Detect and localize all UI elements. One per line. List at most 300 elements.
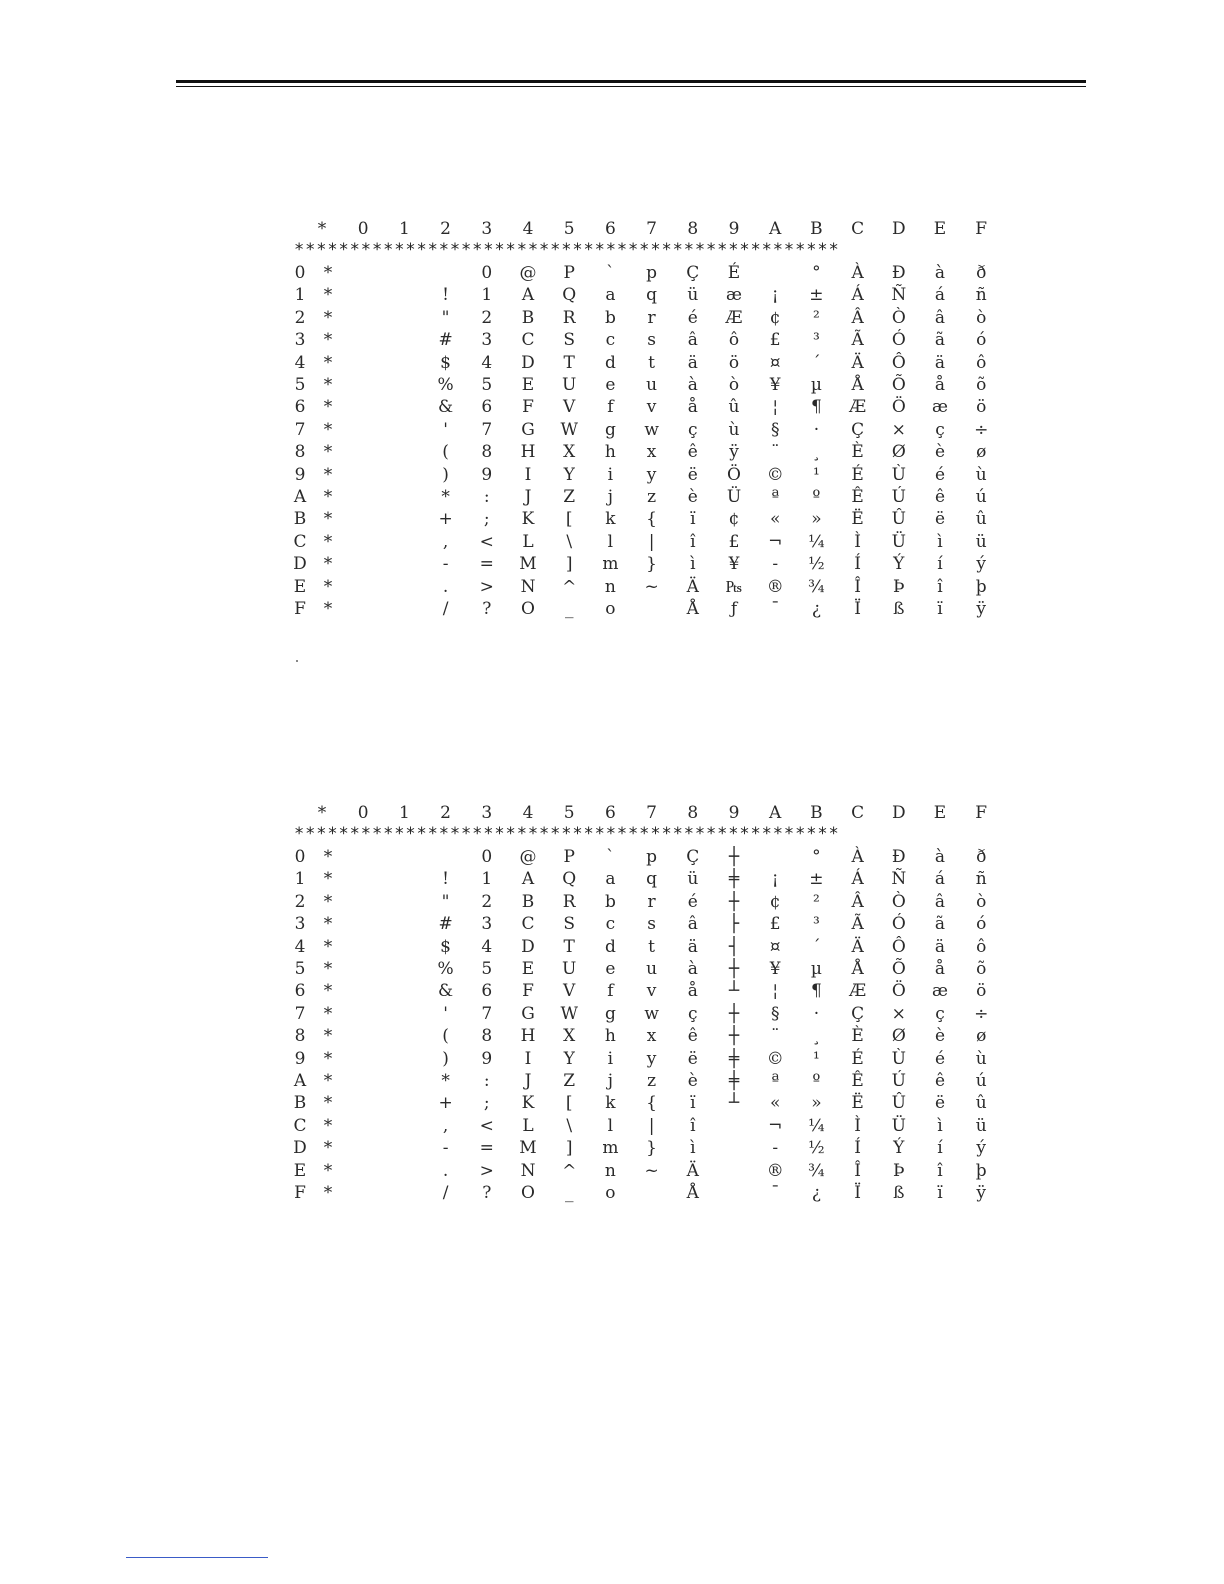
character-cell: k [605,509,616,530]
character-cell: ┼ [728,891,740,912]
character-cell: Ô [891,936,906,957]
row-star: * [323,397,333,418]
row-star: * [323,1183,333,1203]
character-cell: = [479,1138,494,1159]
character-cell: Ç [686,263,700,283]
character-cell: ┴ [728,981,740,1002]
row-label: 4 [294,936,306,957]
character-cell: d [604,936,616,957]
column-header: 5 [563,219,575,239]
character-cell: c [605,914,616,935]
row-label: 0 [294,847,306,867]
character-cell: m [602,554,619,575]
character-cell: ® [766,1160,784,1181]
column-header: * [317,803,327,823]
character-cell: C [521,330,535,351]
character-cell: ì [690,1138,696,1159]
row-label: D [293,1138,307,1159]
character-cell: \ [566,531,573,552]
character-cell: 2 [481,891,493,912]
asterisk-separator: ************************************************* [294,824,840,844]
row-star: * [323,1048,333,1069]
character-cell: î [690,531,696,552]
row-star: * [323,981,333,1002]
character-cell: » [811,1093,822,1114]
column-header: 0 [357,219,369,239]
character-cell: ä [687,352,698,373]
character-cell: b [604,891,616,912]
character-cell: ç [688,419,698,440]
character-cell: µ [810,959,822,979]
character-cell: Ú [891,1071,906,1091]
character-cell: ! [442,869,450,890]
character-cell: ¦ [772,981,779,1002]
character-cell: > [479,1160,494,1181]
character-cell: Ö [727,464,741,485]
character-cell: : [483,1071,490,1091]
column-header: C [851,803,865,823]
character-cell: Î [854,576,861,597]
character-cell: 0 [481,263,493,283]
character-cell: ù [975,1048,987,1069]
column-header: 4 [522,803,534,823]
character-cell: ¾ [808,576,825,597]
character-cell: ( [442,442,449,463]
character-cell: { [646,1093,657,1114]
column-header: 9 [728,219,740,239]
character-cell: 8 [481,1026,493,1047]
character-cell: â [934,307,946,328]
character-cell: ö [976,397,987,418]
column-header: B [810,803,823,823]
character-cell: 3 [481,330,493,351]
character-cell: ₧ [725,576,743,597]
character-cell: & [438,397,454,418]
character-cell: R [562,307,576,328]
character-cell: f [607,981,614,1002]
row-star: * [323,307,333,328]
character-cell: ^ [562,576,577,597]
row-label: 7 [294,1003,306,1024]
character-cell: V [563,397,576,418]
character-cell: s [647,330,656,351]
character-cell: T [563,352,575,373]
character-cell: ä [934,352,946,373]
character-cell: I [524,1048,532,1069]
row-star: * [323,487,333,507]
character-cell: I [524,464,532,485]
character-cell: Ô [891,352,906,373]
character-cell: = [479,554,494,575]
character-cell: Ñ [891,285,907,306]
character-cell: ¬ [768,1115,783,1136]
row-label: 8 [294,442,306,463]
character-cell: £ [769,330,781,351]
character-cell: å [687,981,698,1002]
character-cell: v [646,981,657,1002]
row-label: A [293,487,307,507]
character-cell: , [442,531,449,552]
character-cell: ┴ [728,1093,740,1114]
character-cell: % [437,959,454,979]
column-header: F [975,803,988,823]
character-cell: ì [690,554,696,575]
character-cell: J [524,1071,532,1091]
character-cell: { [646,509,657,530]
row-label: 6 [294,981,306,1002]
character-cell: â [934,891,946,912]
character-cell: ´ [812,352,821,373]
character-cell: l [607,1115,614,1136]
character-cell: Ó [891,330,906,351]
character-cell: 8 [481,442,493,463]
character-cell: Ö [891,981,906,1002]
character-cell: ( [442,1026,449,1047]
character-cell: ü [975,1115,987,1136]
character-cell: ├ [728,914,740,935]
character-cell: ë [934,1093,946,1114]
header-rule [176,80,1086,83]
character-cell: - [772,1138,779,1159]
character-cell: Ü [891,531,906,552]
character-cell: z [647,1071,657,1091]
character-cell: h [604,442,616,463]
character-cell: y [646,464,657,485]
character-cell: Å [686,599,699,619]
character-cell: á [934,869,946,890]
column-header: 8 [687,803,699,823]
character-cell: g [604,1003,616,1024]
character-cell: ¾ [808,1160,825,1181]
row-label: 9 [294,1048,306,1069]
character-cell: õ [976,959,987,979]
character-cell: ¢ [728,509,740,530]
character-cell: º [812,487,821,507]
column-header: E [933,803,947,823]
character-cell: ï [690,1093,696,1114]
character-cell: Å [851,959,864,979]
character-cell: u [646,375,658,395]
character-cell: è [687,487,698,507]
character-cell: ñ [975,285,987,306]
character-cell: × [891,419,906,440]
character-cell: 1 [481,285,493,306]
character-cell: ² [812,891,820,912]
character-cell: Ä [686,576,699,597]
character-cell: ┼ [728,1026,740,1047]
character-cell: ╪ [728,1071,740,1091]
character-cell: j [607,1071,614,1091]
character-cell: Ì [854,531,861,552]
column-header: 6 [604,219,616,239]
character-cell: ½ [808,554,825,575]
character-cell: í [937,554,943,575]
header-rule-thin [176,86,1086,87]
character-cell: ò [976,307,987,328]
character-cell: ó [976,914,987,935]
character-cell: Â [851,307,864,328]
character-cell: Ö [891,397,906,418]
character-cell: Ð [891,263,906,283]
character-cell: o [605,1183,616,1203]
character-cell: § [770,1003,780,1024]
column-header: C [851,219,865,239]
character-cell: ƒ [730,599,738,619]
character-cell: Á [851,285,864,306]
character-cell: Ï [854,599,861,619]
character-cell: 4 [481,352,493,373]
character-cell: ¯ [770,599,780,619]
character-cell: ` [606,263,615,283]
character-cell: U [562,959,577,979]
character-cell: B [521,307,535,328]
character-cell: Ó [891,914,906,935]
character-cell: ç [935,1003,945,1024]
character-cell: 6 [481,397,493,418]
character-cell: ¨ [770,1026,780,1047]
character-cell: é [687,891,698,912]
character-cell: [ [565,1093,573,1114]
character-cell: Å [851,375,864,395]
character-cell: D [521,936,535,957]
character-cell: ┤ [728,936,740,957]
character-cell: & [438,981,454,1002]
row-star: * [323,1071,333,1091]
character-cell: j [607,487,614,507]
character-cell: Ê [851,1071,864,1091]
character-cell: P [563,263,575,283]
character-cell: Ç [686,847,700,867]
character-cell: ÷ [974,1003,989,1024]
character-cell: ~ [644,1160,659,1181]
character-cell: E [521,375,535,395]
row-star: * [323,576,333,597]
character-cell: ô [976,936,987,957]
character-cell: » [811,509,822,530]
character-cell: 1 [481,869,493,890]
character-cell: ³ [812,914,820,935]
character-cell: S [563,330,576,351]
character-cell: } [646,554,657,575]
character-cell: l [607,531,614,552]
character-cell: @ [519,263,537,283]
character-cell: _ [564,1183,574,1203]
character-cell: ? [482,1183,492,1203]
character-cell: ´ [812,936,821,957]
character-cell: R [562,891,576,912]
footer-rule [126,1557,268,1558]
scan-speck [296,660,298,662]
character-cell: > [479,576,494,597]
character-cell: ¥ [769,959,781,979]
character-cell: © [766,464,784,485]
character-cell: É [851,464,864,485]
character-cell: Ä [851,352,864,373]
character-cell: Á [851,869,864,890]
character-cell: ÿ [976,599,986,619]
character-cell: ù [975,464,987,485]
character-cell: ^ [562,1160,577,1181]
column-header: 7 [646,803,657,823]
character-cell: v [646,397,657,418]
character-cell: B [521,891,535,912]
character-cell: ¹ [812,464,820,485]
character-cell: Ù [891,1048,906,1069]
row-label: E [293,576,307,597]
character-cell: ¸ [812,442,821,463]
row-label: 2 [294,307,306,328]
asterisk-separator: ************************************************* [294,240,840,260]
character-cell: ì [937,531,943,552]
character-cell: ° [812,847,821,867]
character-cell: Ò [891,307,906,328]
row-star: * [323,419,333,440]
character-cell: ð [976,263,987,283]
character-cell: « [769,1093,781,1114]
character-cell: ö [728,352,740,373]
character-cell: è [934,1026,946,1047]
row-label: 5 [294,959,306,979]
character-cell: ¶ [810,981,822,1002]
row-star: * [323,1003,333,1024]
character-cell: e [605,375,616,395]
character-cell: 9 [481,464,493,485]
character-cell: , [442,1115,449,1136]
character-cell: ¡ [771,869,779,890]
character-cell: á [934,285,946,306]
character-cell: þ [975,576,987,597]
character-cell: - [772,554,779,575]
character-cell: Ê [851,487,864,507]
character-cell: i [607,464,614,485]
character-cell: ~ [644,576,659,597]
character-cell: ÿ [729,442,739,463]
character-cell: a [605,869,616,890]
character-cell: s [647,914,656,935]
character-cell: Þ [893,576,905,597]
character-cell: © [766,1048,784,1069]
character-cell: ë [687,464,698,485]
character-cell: K [521,509,535,530]
row-label: 2 [294,891,306,912]
character-cell: è [934,442,946,463]
character-cell: ¿ [811,599,821,619]
character-cell: È [851,442,864,463]
character-cell: É [727,263,741,283]
character-cell: + [438,1093,453,1114]
character-cell: / [442,599,449,619]
character-cell: f [607,397,614,418]
column-header: B [810,219,823,239]
character-cell: ] [565,1138,573,1159]
character-cell: ¨ [770,442,780,463]
character-cell: ¯ [770,1183,780,1203]
character-cell: ó [976,330,987,351]
character-cell: Þ [893,1160,905,1181]
character-cell: _ [564,599,574,619]
character-cell: r [647,307,656,328]
character-cell: p [646,847,658,867]
character-cell: e [605,959,616,979]
character-cell: Û [891,509,906,530]
character-cell: å [934,959,946,979]
character-cell: å [934,375,946,395]
character-cell: Ð [891,847,906,867]
character-cell: ! [442,285,450,306]
character-cell: ┼ [728,847,740,867]
character-cell: ┼ [728,959,740,979]
character-cell: ç [688,1003,698,1024]
character-cell: ╪ [728,1048,740,1069]
character-cell: Ä [686,1160,699,1181]
character-cell: à [934,847,946,867]
column-header: D [891,803,906,823]
character-cell: L [522,1115,534,1136]
character-cell: ] [565,554,573,575]
character-cell: ò [728,375,740,395]
row-label: D [293,554,307,575]
character-cell: à [934,263,946,283]
character-cell: - [442,1138,449,1159]
character-cell: Ú [891,487,906,507]
character-cell: â [687,914,698,935]
character-cell: c [605,330,616,351]
character-cell: Y [563,1048,575,1069]
column-header: 3 [481,803,493,823]
character-cell: ╪ [728,869,740,890]
character-cell: é [934,1048,946,1069]
column-header: 0 [357,803,369,823]
character-cell: ¥ [769,375,781,395]
column-header: 2 [440,219,451,239]
character-cell: £ [769,914,781,935]
character-cell: Ç [851,419,865,440]
character-cell: Õ [891,959,906,979]
row-label: E [293,1160,307,1181]
character-cell: ü [687,285,699,306]
row-star: * [323,936,333,957]
character-cell: b [604,307,616,328]
character-cell: Ü [891,1115,906,1136]
character-cell: Ù [891,464,906,485]
character-cell: O [521,1183,535,1203]
character-cell: ü [975,531,987,552]
character-cell: Q [562,285,577,306]
character-cell: x [646,442,657,463]
character-cell: ô [728,330,740,351]
character-cell: Ã [851,330,864,351]
row-star: * [323,869,333,890]
character-cell: ü [687,869,699,890]
character-cell: i [607,1048,614,1069]
character-cell: m [602,1138,619,1159]
character-cell: û [975,509,987,530]
character-cell: Ã [851,914,864,935]
character-cell: î [937,1160,943,1181]
character-cell: ý [976,554,986,575]
character-cell: à [687,959,698,979]
character-cell: Ý [893,554,905,575]
character-cell: A [521,285,535,306]
character-cell: Ñ [891,869,907,890]
character-cell: « [769,509,781,530]
character-cell: õ [976,375,987,395]
row-label: B [293,1093,307,1114]
character-cell: ¢ [769,891,781,912]
character-cell: * [441,1071,450,1091]
character-cell: ú [975,487,987,507]
character-cell: ò [976,891,987,912]
